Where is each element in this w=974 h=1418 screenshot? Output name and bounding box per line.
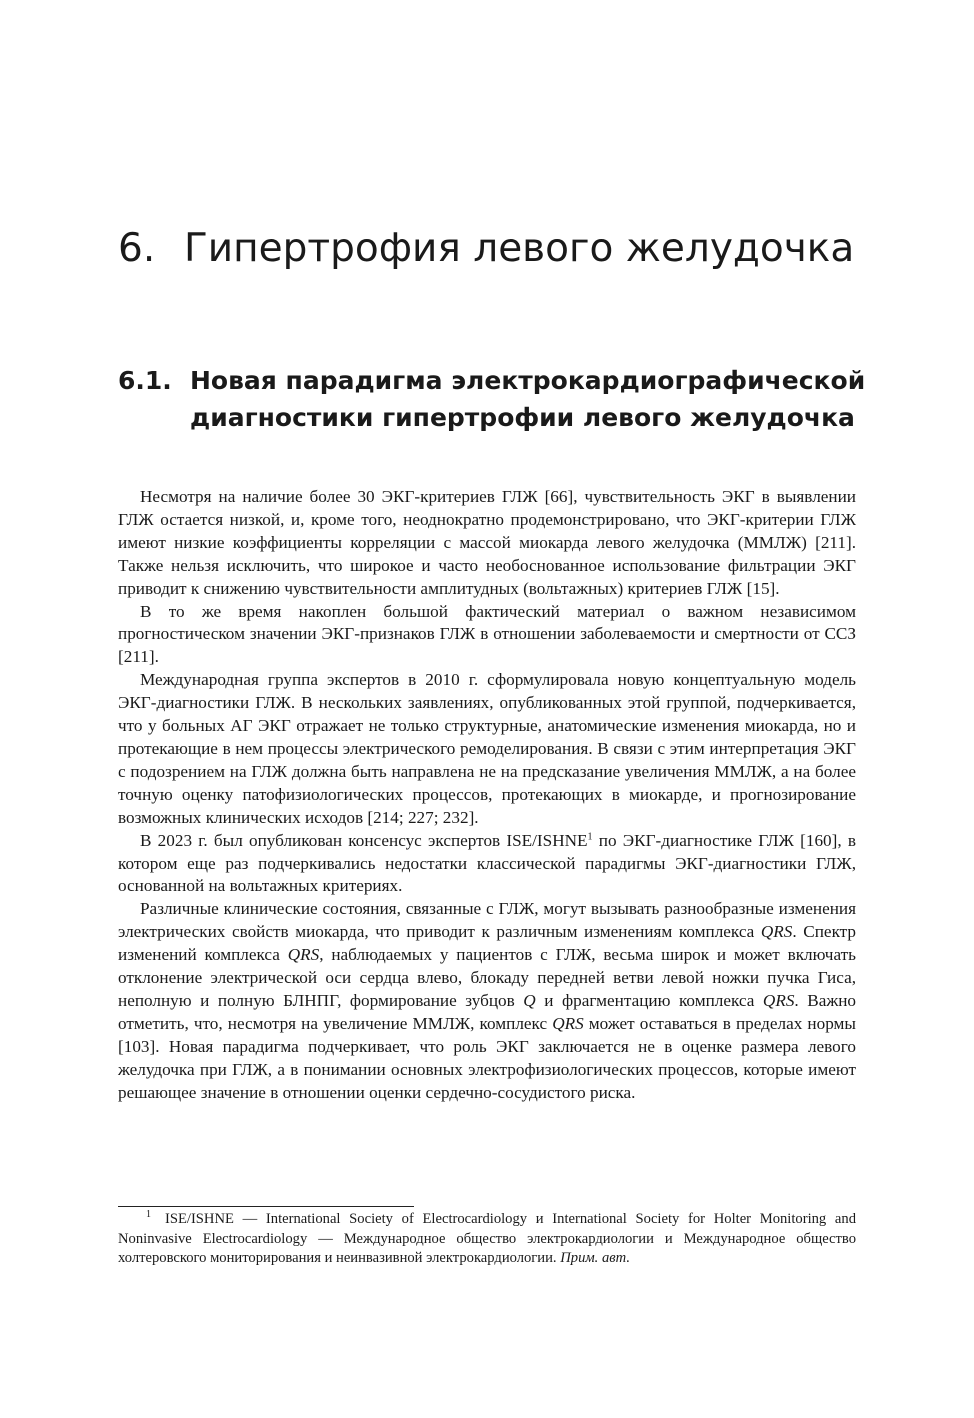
math-qrs: QRS bbox=[552, 1013, 584, 1033]
math-qrs: QRS bbox=[287, 945, 320, 965]
paragraph-4-end: по ЭКГ-диагностике ГЛЖ [160], в котором еще раз подчеркивались недостатки классической парадигмы ЭКГ-диагностики ГЛЖ, основанной на вольтажных критериях. bbox=[118, 830, 856, 896]
footnote-text: ISE/ISHNE — International Society of Electrocardiology и International Society for Holter Monitoring and Noninvasive Electrocardiology — Международное общество электрокардиологии и Международное общество холтеровского мониторирования и неинвазивной электрокардиологии. bbox=[118, 1211, 856, 1267]
footnote-note: Прим. авт. bbox=[560, 1250, 630, 1267]
chapter-heading bbox=[118, 222, 878, 276]
math-q: Q bbox=[523, 990, 536, 1010]
chapter-title: Гипертрофия левого желудочка bbox=[184, 226, 855, 271]
footnote-mark: 1 bbox=[146, 1209, 151, 1221]
paragraph-5: Различные клинические состояния, связанные с ГЛЖ, могут вызывать разнообразные изменения электрических свойств миокарда, что приводит к различным изменениям комплекса QRS. Спектр изменений комплекса QRS, наблюдаемых у пациентов с ГЛЖ, весьма широк и может включать отклонение электрической оси сердца влево, блокаду передней ветви левой ножки пучка Гиса, неполную и полную БЛНПГ, формирование зубцов Q и фрагментацию комплекса QRS. Важно отметить, что, несмотря на увеличение ММЛЖ, комплекс QRS может оставаться в пределах нормы [103]. Новая парадигма подчеркивает, что роль ЭКГ заключается не в оценке размера левого желудочка при ГЛЖ, а в понимании основных электрофизиологических процессов, которые имеют решающее значение в отношении оценки сердечно-сосудистого риска. bbox=[118, 899, 857, 1102]
footnote bbox=[118, 1210, 856, 1269]
paragraph-4 bbox=[118, 830, 856, 899]
section-title: Новая парадигма электрокардиографической диагностики гипертрофии левого желудочка bbox=[190, 366, 866, 432]
paragraph-2: В то же время накоплен большой фактический материал о важном независимом прогностическом значении ЭКГ-признаков ГЛЖ в отношении заболеваемости и смертности от ССЗ [211]. bbox=[118, 601, 856, 667]
footnote-reference[interactable]: 1 bbox=[587, 830, 593, 842]
paragraph-3: Международная группа экспертов в 2010 г. сформулировала новую концептуальную модель ЭКГ-диагностики ГЛЖ. В нескольких заявлениях, опубликованных этой группой, подчеркивается, что у больных АГ ЭКГ отражает не только структурные, анатомические изменения миокарда, но и протекающие в нем процессы электрического ремоделирования. В связи с этим интерпретация ЭКГ с подозрением на ГЛЖ должна быть направлена не на предсказание увеличения ММЛЖ, а на более точную оценку патофизиологических процессов, протекающих в миокарде, и прогнозирование возможных клинических исходов [214; 227; 232]. bbox=[118, 670, 856, 827]
math-qrs: QRS bbox=[762, 990, 795, 1010]
footnote-divider bbox=[118, 1206, 414, 1207]
section-number: 6.1. bbox=[118, 366, 172, 395]
chapter-number: 6. bbox=[118, 226, 156, 271]
math-qrs: QRS bbox=[760, 922, 793, 942]
paragraph-4-start: В 2023 г. был опубликован консенсус экспертов ISE/ISHNE bbox=[140, 830, 588, 850]
section-heading bbox=[118, 362, 878, 436]
body-text bbox=[118, 486, 856, 1104]
paragraph-1: Несмотря на наличие более 30 ЭКГ-критериев ГЛЖ [66], чувствительность ЭКГ в выявлении ГЛЖ остается низкой, и, кроме того, неоднократно продемонстрировано, что ЭКГ-критерии ГЛЖ имеют низкие коэффициенты корреляции с массой миокарда левого желудочка (ММЛЖ) [211]. Также нельзя исключить, что широкое и часто необоснованное использование фильтрации ЭКГ приводит к снижению чувствительности амплитудных (вольтажных) критериев ГЛЖ [15]. bbox=[118, 487, 856, 598]
